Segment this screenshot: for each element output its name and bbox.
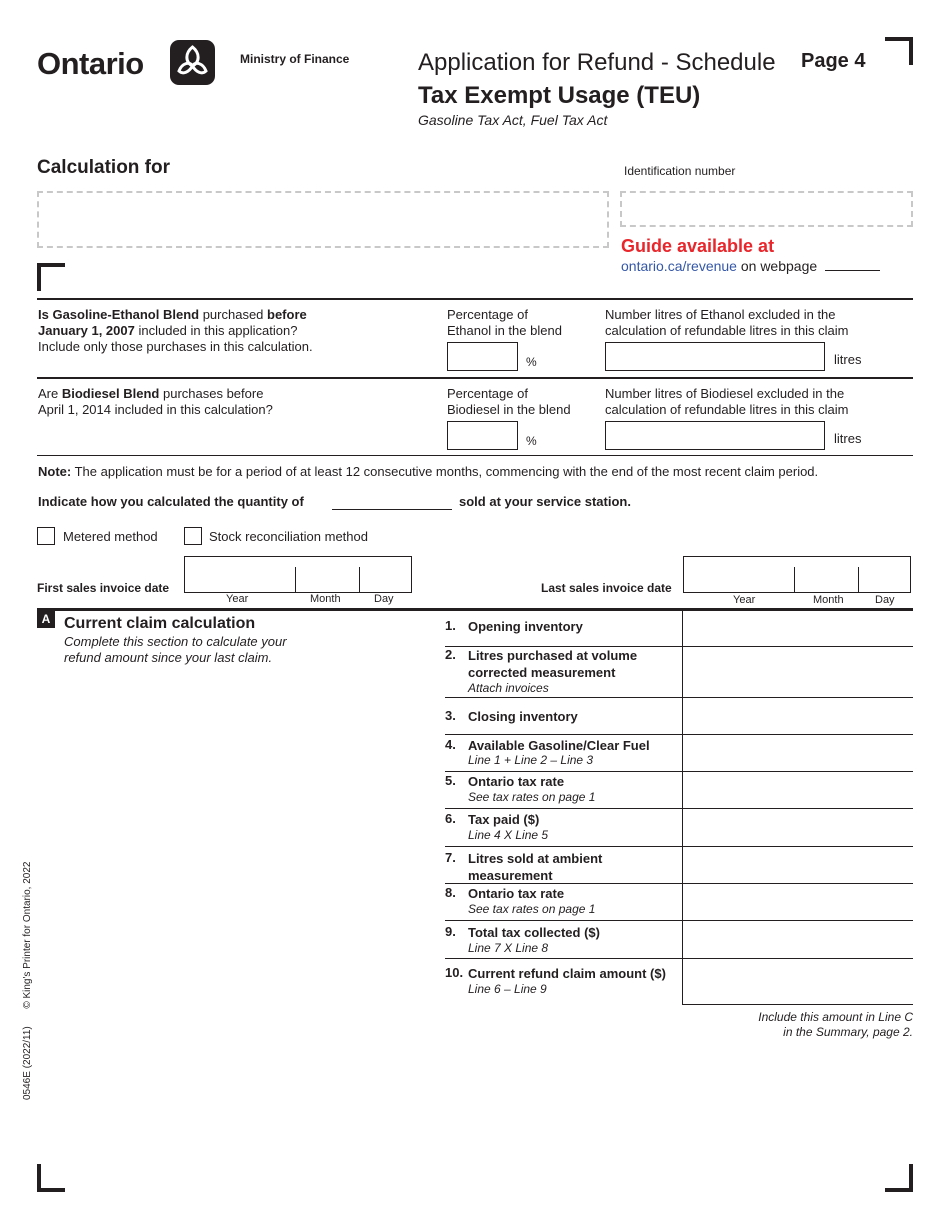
biodiesel-q-text-2: purchases before — [159, 386, 264, 401]
corner-mark-bottom-left — [37, 1164, 65, 1192]
claim-line-formula: Line 4 X Line 5 — [468, 828, 549, 842]
claim-line-formula: Line 1 + Line 2 – Line 3 — [468, 753, 594, 767]
claim-line-1-amount-input[interactable] — [683, 612, 913, 646]
last-date-divider-2 — [858, 567, 859, 593]
metered-method-checkbox[interactable] — [37, 527, 55, 545]
calculation-for-field[interactable] — [37, 191, 609, 248]
indicate-suffix: sold at your service station. — [459, 494, 631, 509]
note-text: The application must be for a period of at least 12 consecutive months, commencing with the end of the most recent claim period. — [71, 464, 819, 479]
claim-line-formula: Line 6 – Line 9 — [468, 982, 547, 996]
first-date-day-label: Day — [374, 593, 394, 605]
include-note-2: in the Summary, page 2. — [783, 1025, 913, 1039]
ethanol-litres-unit: litres — [834, 352, 862, 367]
biodiesel-litres-unit: litres — [834, 431, 862, 446]
claim-line-formula: Attach invoices — [468, 681, 549, 695]
claim-line-label: Litres sold at ambient measurement — [468, 851, 603, 883]
divider-biodiesel-top — [37, 377, 913, 379]
period-note — [38, 464, 818, 479]
biodiesel-pct-label — [447, 386, 571, 418]
claim-line-3-amount-input[interactable] — [683, 698, 913, 734]
section-a-top-rule — [37, 608, 913, 611]
claim-line-number: 2. — [445, 647, 456, 662]
ethanol-percentage-input[interactable] — [447, 342, 518, 371]
ethanol-q-bold-1: Is Gasoline-Ethanol Blend — [38, 307, 200, 322]
section-a-title: Current claim calculation — [64, 615, 256, 632]
biodiesel-pct-label-1: Percentage of — [447, 386, 528, 401]
copyright: © King's Printer for Ontario, 2022 — [22, 861, 33, 1009]
first-invoice-date-label: First sales invoice date — [37, 581, 170, 595]
first-date-divider-1 — [295, 567, 296, 593]
corner-mark-left — [37, 263, 65, 291]
stock-reconciliation-label: Stock reconciliation method — [209, 529, 368, 544]
biodiesel-litres-label-1: Number litres of Biodiesel excluded in the — [605, 386, 845, 401]
divider-note-top — [37, 455, 913, 456]
claim-line-7-amount-input[interactable] — [683, 847, 913, 883]
guide-heading: Guide available at — [621, 236, 775, 256]
last-invoice-date-label: Last sales invoice date — [541, 581, 672, 595]
claim-line-label: Opening inventory — [468, 619, 583, 634]
claim-line-label: Current refund claim amount ($) — [468, 966, 666, 981]
corner-mark-top-right — [885, 37, 913, 65]
claim-line-4-amount-input[interactable] — [683, 735, 913, 771]
claim-line-label: Available Gasoline/Clear Fuel — [468, 738, 650, 753]
biodiesel-question — [38, 386, 418, 418]
claim-line-10-amount-input[interactable] — [683, 959, 913, 1004]
ethanol-litres-label-1: Number litres of Ethanol excluded in the — [605, 307, 836, 322]
corner-mark-bottom-right — [885, 1164, 913, 1192]
guide-link[interactable]: ontario.ca/revenue — [621, 258, 737, 274]
calculation-for-heading: Calculation for — [37, 157, 171, 178]
ethanol-q-text-1: purchased — [199, 307, 268, 322]
footer-form-code — [22, 862, 33, 1100]
guide-line — [621, 258, 880, 274]
claim-line-formula: See tax rates on page 1 — [468, 902, 596, 916]
claim-line-9-amount-input[interactable] — [683, 921, 913, 958]
guide-suffix: on webpage — [740, 258, 818, 274]
page-number: Page 4 — [801, 50, 866, 72]
include-note-1: Include this amount in Line C — [758, 1010, 913, 1024]
form-acts: Gasoline Tax Act, Fuel Tax Act — [418, 112, 608, 128]
first-date-year-label: Year — [226, 593, 249, 605]
claim-line-6-amount-input[interactable] — [683, 809, 913, 846]
first-invoice-date-field[interactable] — [184, 556, 412, 593]
biodiesel-pct-label-2: Biodiesel in the blend — [447, 402, 571, 417]
metered-method-label: Metered method — [63, 529, 158, 544]
ministry-name: Ministry of Finance — [240, 52, 350, 66]
claim-line-number: 7. — [445, 850, 456, 865]
biodiesel-percentage-input[interactable] — [447, 421, 518, 450]
last-date-day-label: Day — [875, 594, 895, 606]
ethanol-question — [38, 307, 418, 355]
divider-ethanol-top — [37, 298, 913, 300]
identification-number-label: Identification number — [624, 164, 736, 178]
claim-line-number: 6. — [445, 811, 456, 826]
ethanol-q-bold-3: January 1, 2007 — [38, 323, 135, 338]
guide-underline — [825, 270, 880, 271]
biodiesel-q-line-2: April 1, 2014 included in this calculation? — [38, 402, 273, 417]
section-a-desc-1: Complete this section to calculate your — [64, 634, 287, 649]
form-subtitle: Tax Exempt Usage (TEU) — [418, 82, 701, 109]
claim-line-number: 9. — [445, 924, 456, 939]
identification-number-field[interactable] — [620, 191, 913, 227]
claim-line-formula: See tax rates on page 1 — [468, 790, 596, 804]
claim-line-label: Total tax collected ($) — [468, 925, 600, 940]
form-title: Application for Refund - Schedule — [418, 49, 776, 76]
claim-line-label: Ontario tax rate — [468, 886, 565, 901]
claim-line-formula: Line 7 X Line 8 — [468, 941, 549, 955]
claim-line-label: Litres purchased at volume corrected measurement — [468, 648, 638, 680]
ethanol-pct-label — [447, 307, 562, 339]
claim-line-rule — [682, 1004, 913, 1005]
ethanol-q-text-2: included in this application? — [134, 323, 298, 338]
ethanol-litres-input[interactable] — [605, 342, 825, 371]
biodiesel-pct-unit: % — [526, 434, 537, 448]
biodiesel-litres-label-2: calculation of refundable litres in this claim — [605, 402, 849, 417]
first-date-month-label: Month — [310, 593, 341, 605]
biodiesel-litres-input[interactable] — [605, 421, 825, 450]
claim-line-label: Ontario tax rate — [468, 774, 565, 789]
ethanol-litres-label — [605, 307, 849, 339]
claim-line-2-amount-input[interactable] — [683, 647, 913, 697]
claim-line-number: 3. — [445, 708, 456, 723]
ethanol-litres-label-2: calculation of refundable litres in this claim — [605, 323, 849, 338]
indicate-prefix: Indicate how you calculated the quantity of — [38, 494, 304, 509]
ethanol-pct-unit: % — [526, 355, 537, 369]
stock-reconciliation-checkbox[interactable] — [184, 527, 202, 545]
claim-line-number: 4. — [445, 737, 456, 752]
biodiesel-q-bold-1: Biodiesel Blend — [61, 386, 160, 401]
claim-line-number: 5. — [445, 773, 456, 788]
ethanol-pct-label-1: Percentage of — [447, 307, 528, 322]
biodiesel-litres-label — [605, 386, 849, 418]
note-label: Note: — [38, 464, 72, 479]
last-invoice-date-field[interactable] — [683, 556, 911, 593]
section-a-badge: A — [37, 611, 55, 628]
form-code: 0546E (2022/11) — [22, 1026, 33, 1100]
trillium-icon — [170, 40, 215, 85]
claim-line-number: 8. — [445, 885, 456, 900]
claim-line-8-amount-input[interactable] — [683, 884, 913, 920]
claim-line-number: 1. — [445, 618, 456, 633]
ethanol-q-bold-2: before — [267, 307, 307, 322]
claim-line-label: Tax paid ($) — [468, 812, 540, 827]
last-date-year-label: Year — [733, 594, 756, 606]
claim-line-label: Closing inventory — [468, 709, 578, 724]
ontario-logo — [37, 40, 217, 86]
product-type-field[interactable] — [332, 494, 452, 510]
last-date-month-label: Month — [813, 594, 844, 606]
first-date-divider-2 — [359, 567, 360, 593]
section-a-desc-2: refund amount since your last claim. — [64, 650, 273, 665]
claim-line-5-amount-input[interactable] — [683, 772, 913, 808]
section-a-description — [64, 634, 287, 666]
logo-wordmark: Ontario — [37, 46, 144, 81]
ethanol-q-line-3: Include only those purchases in this calculation. — [38, 339, 313, 354]
ethanol-pct-label-2: Ethanol in the blend — [447, 323, 562, 338]
last-date-divider-1 — [794, 567, 795, 593]
claim-line-number: 10. — [445, 965, 464, 980]
biodiesel-q-text-1: Are — [38, 386, 62, 401]
include-note — [600, 1010, 913, 1040]
